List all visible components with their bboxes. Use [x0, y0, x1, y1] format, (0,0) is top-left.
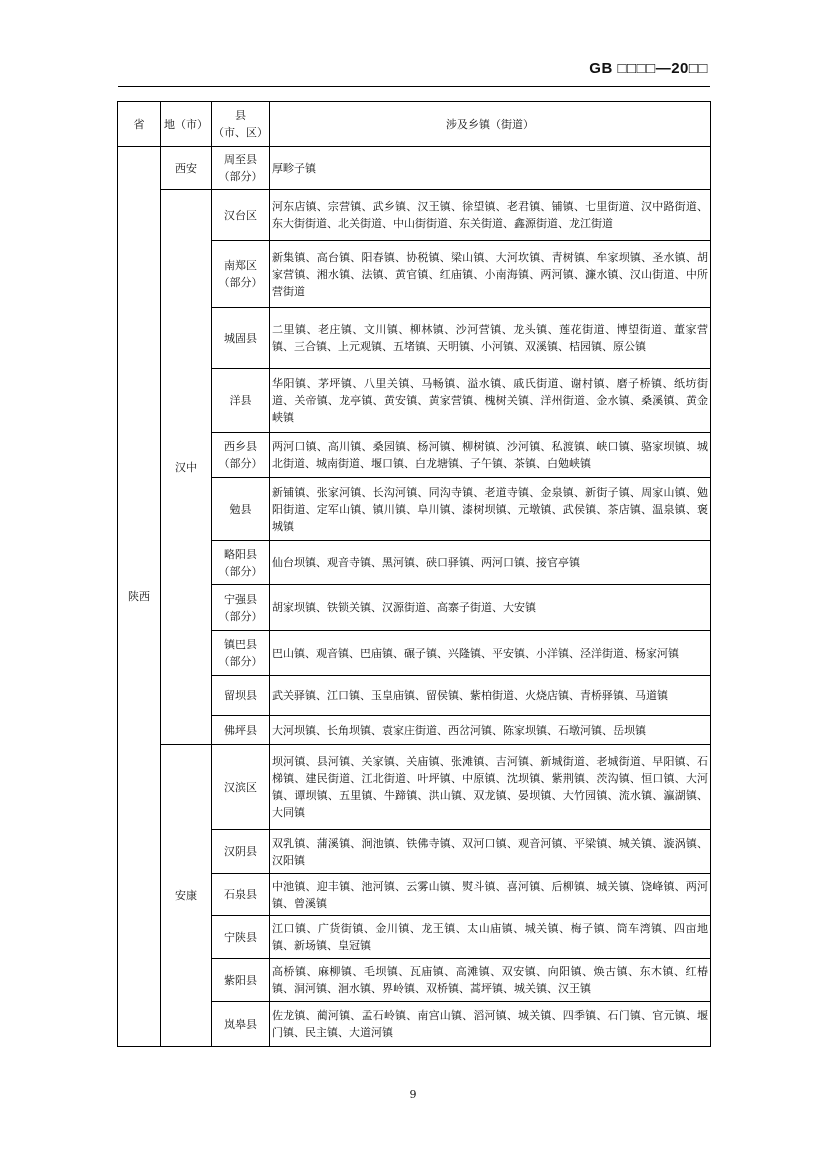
county-cell: 紫阳县 — [212, 959, 270, 1002]
towns-cell: 武关驿镇、江口镇、玉皇庙镇、留侯镇、紫柏街道、火烧店镇、青桥驿镇、马道镇 — [270, 676, 711, 716]
county-cell: 勉县 — [212, 478, 270, 541]
towns-cell: 胡家坝镇、铁锁关镇、汉源街道、高寨子街道、大安镇 — [270, 585, 711, 631]
towns-cell: 仙台坝镇、观音寺镇、黑河镇、硖口驿镇、两河口镇、接官亭镇 — [270, 541, 711, 585]
township-table — [117, 101, 711, 1047]
towns-cell: 江口镇、广货街镇、金川镇、龙王镇、太山庙镇、城关镇、梅子镇、筒车湾镇、四亩地镇、新场镇、皇冠镇 — [270, 916, 711, 959]
county-cell: 留坝县 — [212, 676, 270, 716]
county-cell: 西乡县 （部分） — [212, 433, 270, 478]
province-cell: 陕西 — [118, 147, 161, 1047]
county-cell: 周至县 （部分） — [212, 147, 270, 190]
towns-cell: 中池镇、迎丰镇、池河镇、云雾山镇、熨斗镇、喜河镇、后柳镇、城关镇、饶峰镇、两河镇、曾溪镇 — [270, 874, 711, 916]
county-cell: 宁陕县 — [212, 916, 270, 959]
table-row — [118, 745, 711, 830]
standard-code: GB □□□□—20□□ — [589, 60, 708, 77]
col-header-province: 省 — [118, 102, 161, 147]
col-header-city: 地（市） — [161, 102, 212, 147]
towns-cell: 新铺镇、张家河镇、长沟河镇、同沟寺镇、老道寺镇、金泉镇、新街子镇、周家山镇、勉阳街道、定军山镇、镇川镇、阜川镇、漆树坝镇、元墩镇、武侯镇、茶店镇、温泉镇、褒城镇 — [270, 478, 711, 541]
towns-cell: 二里镇、老庄镇、文川镇、柳林镇、沙河营镇、龙头镇、莲花街道、博望街道、董家营镇、三合镇、上元观镇、五堵镇、天明镇、小河镇、双溪镇、桔园镇、原公镇 — [270, 308, 711, 369]
towns-cell: 大河坝镇、长角坝镇、袁家庄街道、西岔河镇、陈家坝镇、石墩河镇、岳坝镇 — [270, 716, 711, 745]
city-cell: 安康 — [161, 745, 212, 1047]
county-cell: 岚皋县 — [212, 1002, 270, 1047]
towns-cell: 河东店镇、宗营镇、武乡镇、汉王镇、徐望镇、老君镇、铺镇、七里街道、汉中路街道、东大街街道、北关街道、中山街街道、东关街道、鑫源街道、龙江街道 — [270, 190, 711, 241]
county-cell: 洋县 — [212, 369, 270, 433]
table-row — [118, 190, 711, 241]
col-header-towns: 涉及乡镇（街道） — [270, 102, 711, 147]
county-cell: 略阳县 （部分） — [212, 541, 270, 585]
towns-cell: 厚畛子镇 — [270, 147, 711, 190]
towns-cell: 新集镇、高台镇、阳春镇、协税镇、梁山镇、大河坎镇、青树镇、牟家坝镇、圣水镇、胡家营镇、湘水镇、法镇、黄官镇、红庙镇、小南海镇、两河镇、濂水镇、汉山街道、中所营街道 — [270, 241, 711, 308]
towns-cell: 佐龙镇、蔺河镇、孟石岭镇、南宫山镇、滔河镇、城关镇、四季镇、石门镇、官元镇、堰门镇、民主镇、大道河镇 — [270, 1002, 711, 1047]
county-cell: 佛坪县 — [212, 716, 270, 745]
towns-cell: 华阳镇、茅坪镇、八里关镇、马畅镇、溢水镇、戚氏街道、谢村镇、磨子桥镇、纸坊街道、关帝镇、龙亭镇、黄安镇、黄家营镇、槐树关镇、洋州街道、金水镇、桑溪镇、黄金峡镇 — [270, 369, 711, 433]
header-rule — [118, 86, 710, 87]
county-cell: 汉滨区 — [212, 745, 270, 830]
county-cell: 汉阴县 — [212, 830, 270, 874]
table-row — [118, 147, 711, 190]
county-cell: 石泉县 — [212, 874, 270, 916]
county-cell: 宁强县 （部分） — [212, 585, 270, 631]
towns-cell: 巴山镇、观音镇、巴庙镇、碾子镇、兴隆镇、平安镇、小洋镇、泾洋街道、杨家河镇 — [270, 631, 711, 676]
city-cell: 汉中 — [161, 190, 212, 745]
col-header-county: 县 （市、区） — [212, 102, 270, 147]
county-cell: 汉台区 — [212, 190, 270, 241]
county-cell: 城固县 — [212, 308, 270, 369]
towns-cell: 双乳镇、蒲溪镇、涧池镇、铁佛寺镇、双河口镇、观音河镇、平梁镇、城关镇、漩涡镇、汉阳镇 — [270, 830, 711, 874]
towns-cell: 两河口镇、高川镇、桑园镇、杨河镇、柳树镇、沙河镇、私渡镇、峡口镇、骆家坝镇、城北街道、城南街道、堰口镇、白龙塘镇、子午镇、茶镇、白勉峡镇 — [270, 433, 711, 478]
county-cell: 镇巴县 （部分） — [212, 631, 270, 676]
city-cell: 西安 — [161, 147, 212, 190]
table-header-row — [118, 102, 711, 147]
towns-cell: 坝河镇、县河镇、关家镇、关庙镇、张滩镇、吉河镇、新城街道、老城街道、早阳镇、石梯镇、建民街道、江北街道、叶坪镇、中原镇、沈坝镇、紫荆镇、茨沟镇、恒口镇、大河镇、谭坝镇、五里镇、牛蹄镇、洪山镇、双龙镇、晏坝镇、大竹园镇、流水镇、瀛湖镇、大同镇 — [270, 745, 711, 830]
towns-cell: 高桥镇、麻柳镇、毛坝镇、瓦庙镇、高滩镇、双安镇、向阳镇、焕古镇、东木镇、红椿镇、洞河镇、洄水镇、界岭镇、双桥镇、蒿坪镇、城关镇、汉王镇 — [270, 959, 711, 1002]
page-number: 9 — [409, 1088, 417, 1101]
county-cell: 南郑区 （部分） — [212, 241, 270, 308]
